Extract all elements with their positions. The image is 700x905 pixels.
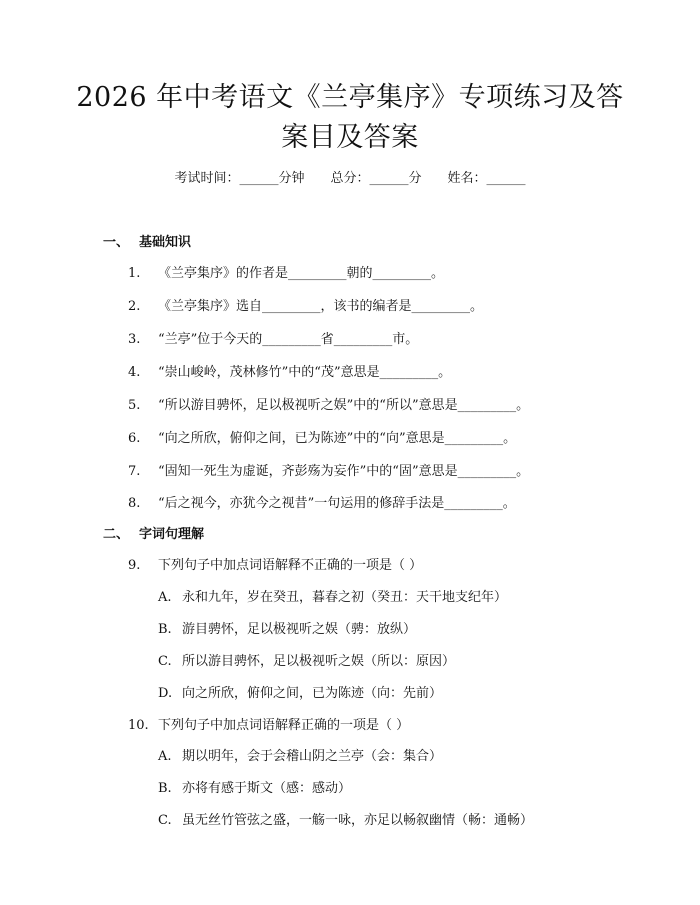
title-line-1: 2026 年中考语文《兰亭集序》专项练习及答	[76, 82, 624, 113]
question-10	[128, 714, 409, 733]
question-number: 3.	[128, 332, 141, 347]
section-heading-1	[103, 231, 191, 250]
section-label: 基础知识	[139, 235, 192, 250]
question-number: 7.	[128, 464, 141, 479]
question-9	[128, 554, 422, 573]
question-2	[128, 295, 483, 314]
option-text: 期以明年，会于会稽山阴之兰亭（会：集合）	[182, 749, 443, 764]
question-text: “所以游目骋怀，足以极视听之娱”中的“所以”意思是_________。	[158, 398, 530, 413]
option-text: 虽无丝竹管弦之盛，一觞一咏，亦足以畅叙幽情（畅：通畅）	[182, 813, 534, 828]
question-text: 《兰亭集序》选自_________，该书的编者是_________。	[158, 299, 484, 314]
question-text: 下列句子中加点词语解释正确的一项是（ ）	[158, 718, 410, 733]
q10-option-c	[158, 809, 533, 828]
question-4	[128, 361, 451, 380]
question-text: “兰亭”位于今天的_________省_________市。	[158, 332, 419, 347]
section-label: 字词句理解	[139, 527, 205, 542]
option-text: 永和九年，岁在癸丑，暮春之初（癸丑：天干地支纪年）	[182, 590, 508, 605]
q9-option-c	[158, 650, 455, 669]
question-text: “固知一死生为虚诞，齐彭殇为妄作”中的“固”意思是_________。	[158, 464, 530, 479]
exam-name-field: 姓名：______	[447, 171, 526, 186]
exam-time: 考试时间：______分钟	[174, 171, 305, 186]
option-letter: C.	[158, 813, 172, 828]
option-letter: D.	[158, 686, 173, 701]
question-number: 4.	[128, 365, 141, 380]
option-letter: B.	[158, 622, 172, 637]
option-letter: C.	[158, 654, 172, 669]
section-heading-2	[103, 523, 204, 542]
page-title	[60, 78, 640, 158]
question-text: “崇山峻岭，茂林修竹”中的“茂”意思是_________。	[158, 365, 452, 380]
question-number: 2.	[128, 299, 141, 314]
option-letter: A.	[158, 590, 172, 605]
question-8	[128, 492, 516, 511]
question-number: 9.	[128, 558, 141, 573]
option-letter: B.	[158, 781, 172, 796]
question-number: 6.	[128, 431, 141, 446]
question-number: 1.	[128, 266, 141, 281]
q10-option-a	[158, 745, 442, 764]
exam-total-score: 总分：______分	[330, 171, 422, 186]
question-1	[128, 262, 444, 281]
question-5	[128, 394, 529, 413]
question-3	[128, 328, 418, 347]
title-line-2: 案目及答案	[281, 122, 419, 153]
section-number: 一、	[103, 235, 130, 250]
q9-option-b	[158, 618, 416, 637]
question-number: 10.	[128, 718, 149, 733]
option-letter: A.	[158, 749, 172, 764]
question-number: 5.	[128, 398, 141, 413]
q9-option-d	[158, 682, 442, 701]
option-text: 亦将有感于斯文（感：感动）	[182, 781, 352, 796]
question-text: 下列句子中加点词语解释不正确的一项是（ ）	[158, 558, 423, 573]
q10-option-b	[158, 777, 351, 796]
exam-meta	[0, 167, 700, 186]
option-text: 向之所欣，俯仰之间，已为陈迹（向：先前）	[182, 686, 443, 701]
question-6	[128, 427, 516, 446]
q9-option-a	[158, 586, 507, 605]
question-number: 8.	[128, 496, 141, 511]
question-text: “后之视今，亦犹今之视昔”一句运用的修辞手法是_________。	[158, 496, 516, 511]
question-text: 《兰亭集序》的作者是_________朝的_________。	[158, 266, 445, 281]
question-7	[128, 460, 529, 479]
option-text: 游目骋怀，足以极视听之娱（骋：放纵）	[182, 622, 417, 637]
option-text: 所以游目骋怀，足以极视听之娱（所以：原因）	[182, 654, 456, 669]
question-text: “向之所欣，俯仰之间，已为陈迹”中的“向”意思是_________。	[158, 431, 517, 446]
section-number: 二、	[103, 527, 130, 542]
